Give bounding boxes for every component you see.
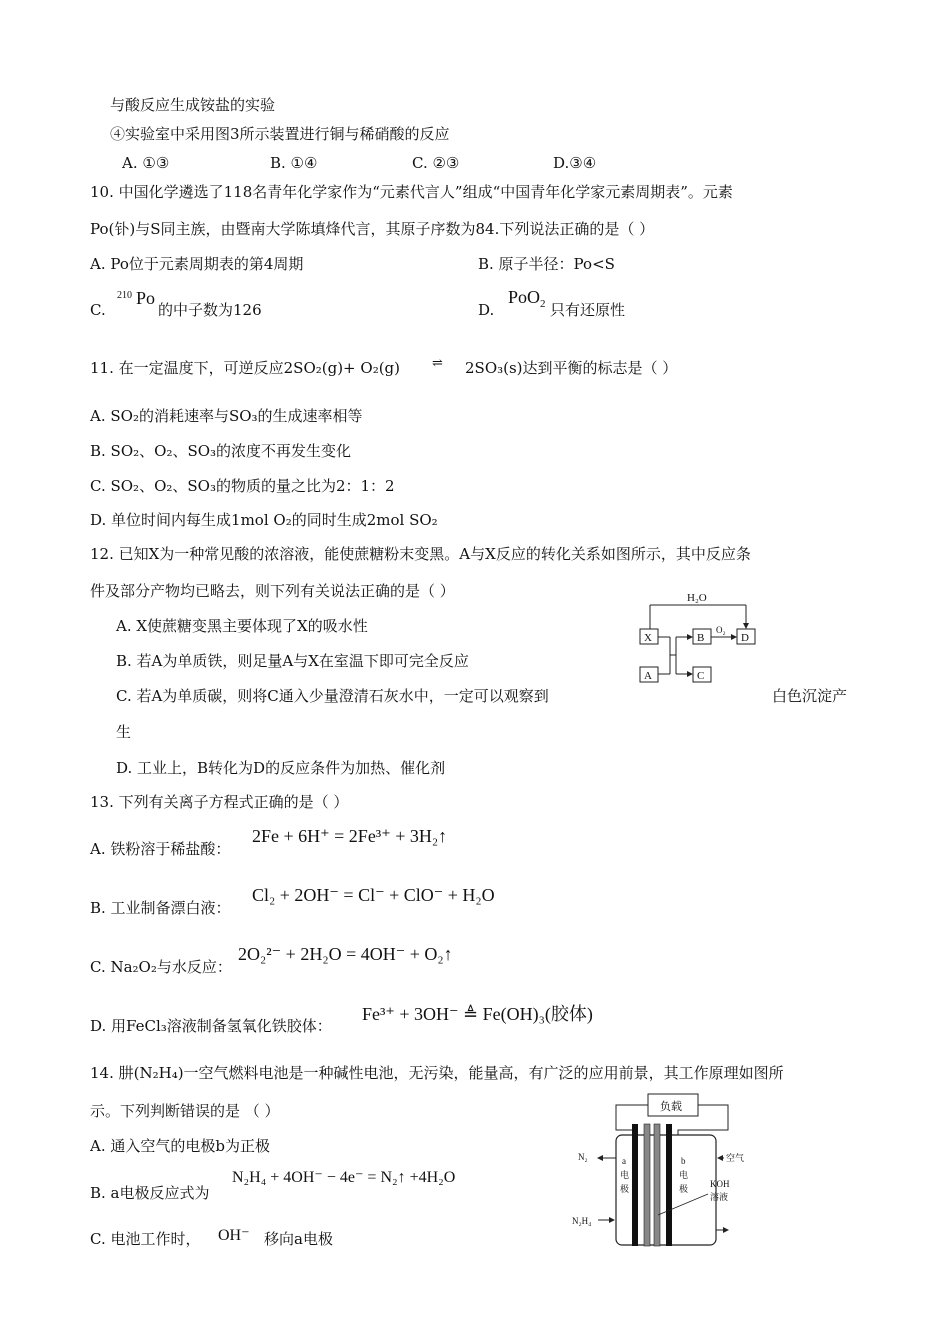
q10-stem-line1: 10. 中国化学遴选了118名青年化学家作为“元素代言人”组成“中国青年化学家元素周期表”。元素: [90, 183, 733, 201]
label-o2: O₂: [716, 625, 726, 635]
q9-continuation: 与酸反应生成铵盐的实验: [110, 96, 276, 114]
q13-stem: 13. 下列有关离子方程式正确的是（ ）: [90, 793, 349, 811]
q9-option-d: D.③④: [553, 154, 597, 172]
q14-option-c-ion: OH⁻: [218, 1227, 250, 1244]
q11-option-b: B. SO₂、O₂、SO₃的浓度不再发生变化: [90, 442, 352, 460]
q13-option-c-equation: 2O₂²⁻ + 2H₂O = 4OH⁻ + O₂↑: [238, 944, 453, 964]
q11-option-d: D. 单位时间内每生成1mol O₂的同时生成2mol SO₂: [90, 511, 438, 529]
label-b-1: b: [681, 1156, 686, 1166]
label-x: X: [644, 632, 652, 644]
label-b-3: 极: [679, 1184, 689, 1194]
q10-option-b: B. 原子半径：Po<S: [478, 255, 615, 273]
q10-stem-line2: Po(钋)与S同主族，由暨南大学陈填烽代言，其原子序数为84.下列说法正确的是（ ）: [90, 220, 655, 238]
label-koh-solution: 溶液: [710, 1192, 729, 1202]
q12-option-d: D. 工业上，B转化为D的反应条件为加热、催化剂: [116, 759, 446, 777]
q9-option-a: A. ①③: [122, 154, 170, 172]
q10-option-c-label: C.: [90, 301, 106, 319]
q10-poo2-formula: PoO: [508, 287, 541, 307]
label-b: B: [697, 632, 705, 644]
q10-option-a: A. Po位于元素周期表的第4周期: [90, 255, 304, 273]
label-load: 负载: [660, 1101, 682, 1113]
q9-item-4: ④实验室中采用图3所示装置进行铜与稀硝酸的反应: [110, 125, 450, 143]
q10-poo2-subscript: 2: [540, 298, 546, 310]
q13-option-c-label: C. Na₂O₂与水反应：: [90, 958, 232, 976]
label-a: A: [644, 670, 652, 682]
label-a-2: 电: [620, 1170, 630, 1180]
q10-option-c-text: 的中子数为126: [158, 301, 262, 319]
q12-conversion-diagram: [630, 585, 770, 690]
q14-option-c-b: 移向a电极: [264, 1230, 333, 1248]
label-koh: KOH: [710, 1179, 730, 1189]
equilibrium-arrow-icon: ⇌: [432, 356, 443, 371]
q12-option-a: A. X使蔗糖变黑主要体现了X的吸水性: [116, 617, 368, 635]
q11-option-c: C. SO₂、O₂、SO₃的物质的量之比为2：1：2: [90, 477, 395, 495]
q10-option-d-text: 只有还原性: [550, 301, 626, 319]
membrane-left: [644, 1124, 650, 1246]
q11-stem-a: 11. 在一定温度下，可逆反应2SO₂(g)+ O₂(g): [90, 359, 401, 377]
q12-option-c: C. 若A为单质碳，则将C通入少量澄清石灰水中，一定可以观察到: [116, 687, 549, 705]
q10-po-symbol: Po: [136, 288, 156, 308]
label-a-3: 极: [620, 1184, 630, 1194]
q13-option-a-label: A. 铁粉溶于稀盐酸：: [90, 840, 231, 858]
label-d: D: [741, 632, 749, 644]
electrode-b: [666, 1124, 672, 1246]
q14-option-b-equation: N₂H₄ + 4OH⁻ − 4e⁻ = N₂↑ +4H₂O: [232, 1169, 456, 1186]
label-a-1: a: [622, 1156, 626, 1166]
q14-option-c-a: C. 电池工作时，: [90, 1230, 201, 1248]
q9-option-b: B. ①④: [270, 154, 318, 172]
q13-option-b-label: B. 工业制备漂白液：: [90, 899, 231, 917]
q14-stem-line2: 示。下列判断错误的是 （ ）: [90, 1102, 280, 1120]
q12-option-c-cont: 生: [116, 723, 132, 741]
q14-option-b-label: B. a电极反应式为: [90, 1184, 210, 1202]
q14-option-a: A. 通入空气的电极b为正极: [90, 1137, 270, 1155]
label-n2h4: N₂H₄: [572, 1216, 592, 1226]
q12-stem-line1: 12. 已知X为一种常见酸的浓溶液，能使蔗糖粉末变黑。A与X反应的转化关系如图所示，其中反应条: [90, 545, 751, 563]
q10-mass-number: 210: [117, 290, 132, 301]
label-air: 空气: [726, 1153, 745, 1163]
fuel-cell-diagram: [568, 1090, 768, 1255]
q9-option-c: C. ②③: [412, 154, 460, 172]
q13-option-d-equation: Fe³⁺ + 3OH⁻ ≜ Fe(OH)₃(胶体): [362, 1004, 593, 1024]
q13-option-a-equation: 2Fe + 6H⁺ = 2Fe³⁺ + 3H₂↑: [252, 826, 448, 846]
q12-option-c-tail: 白色沉淀产: [772, 687, 848, 705]
membrane-right: [654, 1124, 660, 1246]
q14-stem-line1: 14. 肼(N₂H₄)一空气燃料电池是一种碱性电池，无污染，能量高，有广泛的应用前景，其工作原理如图所: [90, 1064, 784, 1082]
q12-stem-line2: 件及部分产物均已略去，则下列有关说法正确的是（ ）: [90, 582, 455, 600]
electrode-a: [632, 1124, 638, 1246]
q13-option-b-equation: Cl₂ + 2OH⁻ = Cl⁻ + ClO⁻ + H₂O: [252, 885, 495, 905]
label-n2: N₂: [578, 1152, 588, 1162]
q11-stem-b: 2SO₃(s)达到平衡的标志是（ ）: [465, 359, 678, 377]
q12-option-b: B. 若A为单质铁，则足量A与X在室温下即可完全反应: [116, 652, 469, 670]
label-h2o: H₂O: [687, 592, 707, 604]
label-c: C: [697, 670, 705, 682]
q13-option-d-label: D. 用FeCl₃溶液制备氢氧化铁胶体：: [90, 1017, 332, 1035]
q11-option-a: A. SO₂的消耗速率与SO₃的生成速率相等: [90, 407, 363, 425]
q10-option-d-label: D.: [478, 301, 495, 319]
label-b-2: 电: [679, 1170, 689, 1180]
